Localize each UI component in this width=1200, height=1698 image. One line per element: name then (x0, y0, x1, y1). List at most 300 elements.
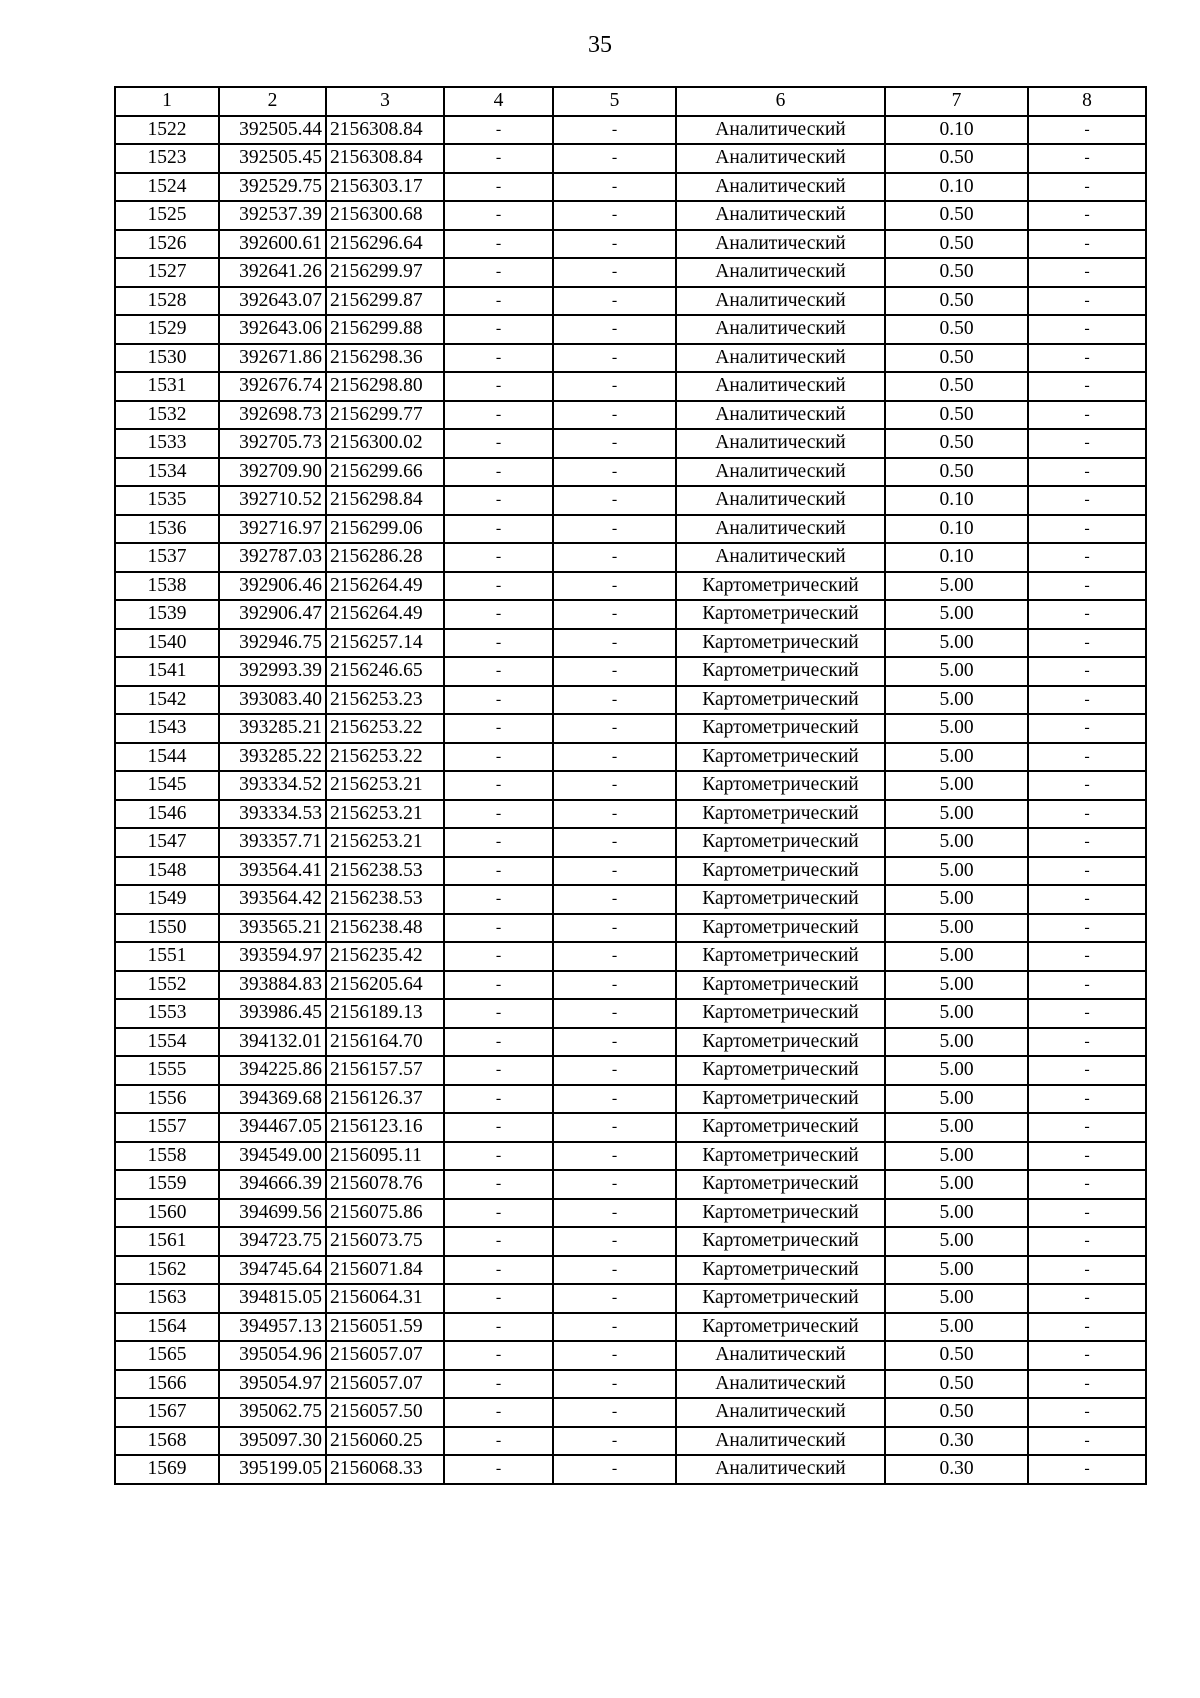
point-number-cell: 1522 (115, 116, 219, 145)
column-5-cell: - (553, 686, 676, 715)
method-cell: Картометрический (676, 1028, 885, 1057)
column-4-cell: - (444, 885, 553, 914)
y-coordinate-cell: 2156299.77 (326, 401, 444, 430)
point-number-cell: 1564 (115, 1313, 219, 1342)
table-row (115, 1056, 1146, 1085)
y-coordinate-cell: 2156300.02 (326, 429, 444, 458)
point-number-cell: 1534 (115, 458, 219, 487)
column-5-cell: - (553, 287, 676, 316)
accuracy-cell: 0.50 (885, 201, 1028, 230)
column-8-cell: - (1028, 1028, 1146, 1057)
method-cell: Аналитический (676, 344, 885, 373)
column-5-cell: - (553, 743, 676, 772)
column-8-cell: - (1028, 287, 1146, 316)
point-number-cell: 1568 (115, 1427, 219, 1456)
column-4-cell: - (444, 1085, 553, 1114)
column-8-cell: - (1028, 771, 1146, 800)
x-coordinate-cell: 392537.39 (219, 201, 326, 230)
point-number-cell: 1544 (115, 743, 219, 772)
table-row (115, 1028, 1146, 1057)
point-number-cell: 1563 (115, 1284, 219, 1313)
column-8-cell: - (1028, 629, 1146, 658)
accuracy-cell: 0.50 (885, 230, 1028, 259)
method-cell: Картометрический (676, 1170, 885, 1199)
method-cell: Аналитический (676, 258, 885, 287)
x-coordinate-cell: 392505.44 (219, 116, 326, 145)
accuracy-cell: 0.10 (885, 116, 1028, 145)
column-header: 2 (219, 87, 326, 116)
x-coordinate-cell: 392676.74 (219, 372, 326, 401)
point-number-cell: 1551 (115, 942, 219, 971)
method-cell: Картометрический (676, 714, 885, 743)
method-cell: Аналитический (676, 1341, 885, 1370)
table-row (115, 1256, 1146, 1285)
x-coordinate-cell: 392787.03 (219, 543, 326, 572)
column-4-cell: - (444, 429, 553, 458)
column-4-cell: - (444, 1170, 553, 1199)
y-coordinate-cell: 2156057.07 (326, 1341, 444, 1370)
column-8-cell: - (1028, 144, 1146, 173)
column-5-cell: - (553, 258, 676, 287)
x-coordinate-cell: 393564.41 (219, 857, 326, 886)
accuracy-cell: 0.50 (885, 1370, 1028, 1399)
column-5-cell: - (553, 1455, 676, 1484)
table-row (115, 287, 1146, 316)
accuracy-cell: 5.00 (885, 1256, 1028, 1285)
column-8-cell: - (1028, 914, 1146, 943)
point-number-cell: 1550 (115, 914, 219, 943)
column-5-cell: - (553, 1284, 676, 1313)
y-coordinate-cell: 2156157.57 (326, 1056, 444, 1085)
accuracy-cell: 5.00 (885, 771, 1028, 800)
accuracy-cell: 5.00 (885, 1113, 1028, 1142)
y-coordinate-cell: 2156057.50 (326, 1398, 444, 1427)
accuracy-cell: 5.00 (885, 629, 1028, 658)
point-number-cell: 1538 (115, 572, 219, 601)
table-row (115, 201, 1146, 230)
table-row (115, 686, 1146, 715)
column-8-cell: - (1028, 800, 1146, 829)
accuracy-cell: 0.50 (885, 1341, 1028, 1370)
column-8-cell: - (1028, 315, 1146, 344)
table-row (115, 1085, 1146, 1114)
accuracy-cell: 0.10 (885, 543, 1028, 572)
table-row (115, 315, 1146, 344)
y-coordinate-cell: 2156164.70 (326, 1028, 444, 1057)
table-row (115, 173, 1146, 202)
method-cell: Картометрический (676, 629, 885, 658)
table-header-row (115, 87, 1146, 116)
column-8-cell: - (1028, 1227, 1146, 1256)
column-4-cell: - (444, 401, 553, 430)
table-row (115, 600, 1146, 629)
column-5-cell: - (553, 230, 676, 259)
table-row (115, 258, 1146, 287)
column-4-cell: - (444, 971, 553, 1000)
table-row (115, 1142, 1146, 1171)
point-number-cell: 1541 (115, 657, 219, 686)
accuracy-cell: 5.00 (885, 914, 1028, 943)
column-header: 8 (1028, 87, 1146, 116)
accuracy-cell: 0.50 (885, 1398, 1028, 1427)
column-8-cell: - (1028, 1313, 1146, 1342)
x-coordinate-cell: 392710.52 (219, 486, 326, 515)
x-coordinate-cell: 394699.56 (219, 1199, 326, 1228)
method-cell: Картометрический (676, 657, 885, 686)
accuracy-cell: 0.10 (885, 486, 1028, 515)
column-5-cell: - (553, 885, 676, 914)
y-coordinate-cell: 2156235.42 (326, 942, 444, 971)
accuracy-cell: 5.00 (885, 657, 1028, 686)
method-cell: Аналитический (676, 144, 885, 173)
y-coordinate-cell: 2156253.21 (326, 828, 444, 857)
column-4-cell: - (444, 1455, 553, 1484)
y-coordinate-cell: 2156253.22 (326, 743, 444, 772)
table-row (115, 914, 1146, 943)
column-5-cell: - (553, 714, 676, 743)
x-coordinate-cell: 392643.06 (219, 315, 326, 344)
point-number-cell: 1566 (115, 1370, 219, 1399)
method-cell: Картометрический (676, 1113, 885, 1142)
table-row (115, 800, 1146, 829)
y-coordinate-cell: 2156299.88 (326, 315, 444, 344)
column-4-cell: - (444, 1142, 553, 1171)
column-4-cell: - (444, 287, 553, 316)
column-4-cell: - (444, 600, 553, 629)
y-coordinate-cell: 2156296.64 (326, 230, 444, 259)
column-8-cell: - (1028, 116, 1146, 145)
accuracy-cell: 0.10 (885, 515, 1028, 544)
point-number-cell: 1536 (115, 515, 219, 544)
column-8-cell: - (1028, 857, 1146, 886)
table-row (115, 1113, 1146, 1142)
y-coordinate-cell: 2156253.22 (326, 714, 444, 743)
column-4-cell: - (444, 515, 553, 544)
table-row (115, 344, 1146, 373)
y-coordinate-cell: 2156253.21 (326, 800, 444, 829)
x-coordinate-cell: 394549.00 (219, 1142, 326, 1171)
accuracy-cell: 0.50 (885, 287, 1028, 316)
point-number-cell: 1535 (115, 486, 219, 515)
x-coordinate-cell: 392946.75 (219, 629, 326, 658)
point-number-cell: 1565 (115, 1341, 219, 1370)
table-row (115, 999, 1146, 1028)
accuracy-cell: 5.00 (885, 714, 1028, 743)
column-5-cell: - (553, 401, 676, 430)
method-cell: Картометрический (676, 828, 885, 857)
y-coordinate-cell: 2156298.84 (326, 486, 444, 515)
column-8-cell: - (1028, 1370, 1146, 1399)
column-5-cell: - (553, 515, 676, 544)
column-5-cell: - (553, 116, 676, 145)
column-4-cell: - (444, 1398, 553, 1427)
column-8-cell: - (1028, 885, 1146, 914)
method-cell: Картометрический (676, 1256, 885, 1285)
column-8-cell: - (1028, 258, 1146, 287)
x-coordinate-cell: 393334.53 (219, 800, 326, 829)
column-8-cell: - (1028, 401, 1146, 430)
accuracy-cell: 0.30 (885, 1455, 1028, 1484)
table-row (115, 144, 1146, 173)
column-4-cell: - (444, 543, 553, 572)
column-4-cell: - (444, 1341, 553, 1370)
y-coordinate-cell: 2156238.48 (326, 914, 444, 943)
accuracy-cell: 5.00 (885, 885, 1028, 914)
point-number-cell: 1561 (115, 1227, 219, 1256)
column-8-cell: - (1028, 1284, 1146, 1313)
accuracy-cell: 5.00 (885, 572, 1028, 601)
table-row (115, 116, 1146, 145)
point-number-cell: 1558 (115, 1142, 219, 1171)
x-coordinate-cell: 393285.21 (219, 714, 326, 743)
table-row (115, 857, 1146, 886)
column-5-cell: - (553, 1256, 676, 1285)
y-coordinate-cell: 2156071.84 (326, 1256, 444, 1285)
method-cell: Аналитический (676, 287, 885, 316)
method-cell: Аналитический (676, 1398, 885, 1427)
column-8-cell: - (1028, 1113, 1146, 1142)
point-number-cell: 1533 (115, 429, 219, 458)
method-cell: Картометрический (676, 1313, 885, 1342)
column-5-cell: - (553, 1170, 676, 1199)
column-8-cell: - (1028, 1056, 1146, 1085)
column-5-cell: - (553, 315, 676, 344)
method-cell: Картометрический (676, 1284, 885, 1313)
x-coordinate-cell: 394745.64 (219, 1256, 326, 1285)
table-row (115, 657, 1146, 686)
column-8-cell: - (1028, 1085, 1146, 1114)
column-5-cell: - (553, 999, 676, 1028)
column-5-cell: - (553, 1370, 676, 1399)
accuracy-cell: 5.00 (885, 999, 1028, 1028)
column-4-cell: - (444, 458, 553, 487)
column-8-cell: - (1028, 1199, 1146, 1228)
x-coordinate-cell: 392716.97 (219, 515, 326, 544)
method-cell: Картометрический (676, 942, 885, 971)
y-coordinate-cell: 2156303.17 (326, 173, 444, 202)
method-cell: Картометрический (676, 600, 885, 629)
x-coordinate-cell: 393565.21 (219, 914, 326, 943)
column-5-cell: - (553, 1028, 676, 1057)
table-row (115, 458, 1146, 487)
column-header: 5 (553, 87, 676, 116)
point-number-cell: 1523 (115, 144, 219, 173)
x-coordinate-cell: 393594.97 (219, 942, 326, 971)
point-number-cell: 1547 (115, 828, 219, 857)
x-coordinate-cell: 393083.40 (219, 686, 326, 715)
column-5-cell: - (553, 458, 676, 487)
column-5-cell: - (553, 1142, 676, 1171)
y-coordinate-cell: 2156264.49 (326, 572, 444, 601)
column-4-cell: - (444, 771, 553, 800)
table-row (115, 401, 1146, 430)
y-coordinate-cell: 2156073.75 (326, 1227, 444, 1256)
method-cell: Картометрический (676, 1199, 885, 1228)
column-4-cell: - (444, 258, 553, 287)
point-number-cell: 1552 (115, 971, 219, 1000)
column-8-cell: - (1028, 828, 1146, 857)
y-coordinate-cell: 2156075.86 (326, 1199, 444, 1228)
method-cell: Аналитический (676, 173, 885, 202)
column-5-cell: - (553, 857, 676, 886)
column-4-cell: - (444, 372, 553, 401)
x-coordinate-cell: 392600.61 (219, 230, 326, 259)
point-number-cell: 1559 (115, 1170, 219, 1199)
column-4-cell: - (444, 800, 553, 829)
table-row (115, 771, 1146, 800)
y-coordinate-cell: 2156299.66 (326, 458, 444, 487)
column-8-cell: - (1028, 657, 1146, 686)
column-header: 3 (326, 87, 444, 116)
method-cell: Картометрический (676, 572, 885, 601)
column-5-cell: - (553, 1199, 676, 1228)
accuracy-cell: 5.00 (885, 1313, 1028, 1342)
method-cell: Картометрический (676, 971, 885, 1000)
column-4-cell: - (444, 1370, 553, 1399)
accuracy-cell: 0.50 (885, 429, 1028, 458)
table-row (115, 1313, 1146, 1342)
column-8-cell: - (1028, 1341, 1146, 1370)
y-coordinate-cell: 2156298.80 (326, 372, 444, 401)
y-coordinate-cell: 2156238.53 (326, 857, 444, 886)
y-coordinate-cell: 2156095.11 (326, 1142, 444, 1171)
method-cell: Картометрический (676, 1056, 885, 1085)
point-number-cell: 1525 (115, 201, 219, 230)
column-4-cell: - (444, 743, 553, 772)
column-8-cell: - (1028, 1427, 1146, 1456)
accuracy-cell: 0.50 (885, 258, 1028, 287)
point-number-cell: 1524 (115, 173, 219, 202)
method-cell: Картометрический (676, 771, 885, 800)
column-5-cell: - (553, 629, 676, 658)
x-coordinate-cell: 394957.13 (219, 1313, 326, 1342)
column-8-cell: - (1028, 1398, 1146, 1427)
point-number-cell: 1527 (115, 258, 219, 287)
column-8-cell: - (1028, 572, 1146, 601)
x-coordinate-cell: 393564.42 (219, 885, 326, 914)
table-body (115, 116, 1146, 1484)
column-8-cell: - (1028, 942, 1146, 971)
x-coordinate-cell: 392698.73 (219, 401, 326, 430)
x-coordinate-cell: 394369.68 (219, 1085, 326, 1114)
column-8-cell: - (1028, 971, 1146, 1000)
y-coordinate-cell: 2156064.31 (326, 1284, 444, 1313)
method-cell: Аналитический (676, 458, 885, 487)
accuracy-cell: 0.50 (885, 372, 1028, 401)
column-5-cell: - (553, 971, 676, 1000)
table-row (115, 971, 1146, 1000)
column-4-cell: - (444, 144, 553, 173)
y-coordinate-cell: 2156253.21 (326, 771, 444, 800)
table-row (115, 572, 1146, 601)
method-cell: Аналитический (676, 315, 885, 344)
method-cell: Картометрический (676, 800, 885, 829)
column-4-cell: - (444, 999, 553, 1028)
column-4-cell: - (444, 714, 553, 743)
y-coordinate-cell: 2156051.59 (326, 1313, 444, 1342)
page-number: 35 (588, 32, 612, 58)
column-8-cell: - (1028, 515, 1146, 544)
accuracy-cell: 5.00 (885, 857, 1028, 886)
method-cell: Аналитический (676, 1370, 885, 1399)
point-number-cell: 1537 (115, 543, 219, 572)
x-coordinate-cell: 393334.52 (219, 771, 326, 800)
accuracy-cell: 5.00 (885, 971, 1028, 1000)
column-5-cell: - (553, 657, 676, 686)
column-8-cell: - (1028, 686, 1146, 715)
column-8-cell: - (1028, 201, 1146, 230)
point-number-cell: 1530 (115, 344, 219, 373)
y-coordinate-cell: 2156300.68 (326, 201, 444, 230)
y-coordinate-cell: 2156123.16 (326, 1113, 444, 1142)
column-5-cell: - (553, 543, 676, 572)
x-coordinate-cell: 395054.96 (219, 1341, 326, 1370)
method-cell: Аналитический (676, 401, 885, 430)
column-5-cell: - (553, 1056, 676, 1085)
point-number-cell: 1553 (115, 999, 219, 1028)
point-number-cell: 1562 (115, 1256, 219, 1285)
method-cell: Картометрический (676, 686, 885, 715)
column-5-cell: - (553, 942, 676, 971)
point-number-cell: 1554 (115, 1028, 219, 1057)
column-5-cell: - (553, 771, 676, 800)
column-5-cell: - (553, 600, 676, 629)
point-number-cell: 1529 (115, 315, 219, 344)
column-8-cell: - (1028, 600, 1146, 629)
x-coordinate-cell: 394225.86 (219, 1056, 326, 1085)
x-coordinate-cell: 392906.47 (219, 600, 326, 629)
x-coordinate-cell: 394723.75 (219, 1227, 326, 1256)
column-5-cell: - (553, 201, 676, 230)
column-4-cell: - (444, 572, 553, 601)
accuracy-cell: 5.00 (885, 1142, 1028, 1171)
column-5-cell: - (553, 1427, 676, 1456)
point-number-cell: 1540 (115, 629, 219, 658)
x-coordinate-cell: 394666.39 (219, 1170, 326, 1199)
table-row (115, 515, 1146, 544)
method-cell: Аналитический (676, 372, 885, 401)
column-4-cell: - (444, 857, 553, 886)
coordinates-table (114, 86, 1147, 1485)
column-4-cell: - (444, 914, 553, 943)
y-coordinate-cell: 2156068.33 (326, 1455, 444, 1484)
x-coordinate-cell: 392643.07 (219, 287, 326, 316)
y-coordinate-cell: 2156246.65 (326, 657, 444, 686)
accuracy-cell: 5.00 (885, 1284, 1028, 1313)
point-number-cell: 1555 (115, 1056, 219, 1085)
column-8-cell: - (1028, 543, 1146, 572)
column-8-cell: - (1028, 458, 1146, 487)
column-5-cell: - (553, 372, 676, 401)
method-cell: Аналитический (676, 429, 885, 458)
point-number-cell: 1548 (115, 857, 219, 886)
table-row (115, 1170, 1146, 1199)
point-number-cell: 1546 (115, 800, 219, 829)
table-row (115, 629, 1146, 658)
method-cell: Аналитический (676, 543, 885, 572)
column-4-cell: - (444, 201, 553, 230)
column-5-cell: - (553, 828, 676, 857)
column-4-cell: - (444, 942, 553, 971)
accuracy-cell: 0.30 (885, 1427, 1028, 1456)
y-coordinate-cell: 2156308.84 (326, 116, 444, 145)
table-row (115, 1284, 1146, 1313)
column-8-cell: - (1028, 372, 1146, 401)
accuracy-cell: 5.00 (885, 1227, 1028, 1256)
x-coordinate-cell: 395097.30 (219, 1427, 326, 1456)
table-row (115, 1341, 1146, 1370)
column-8-cell: - (1028, 429, 1146, 458)
